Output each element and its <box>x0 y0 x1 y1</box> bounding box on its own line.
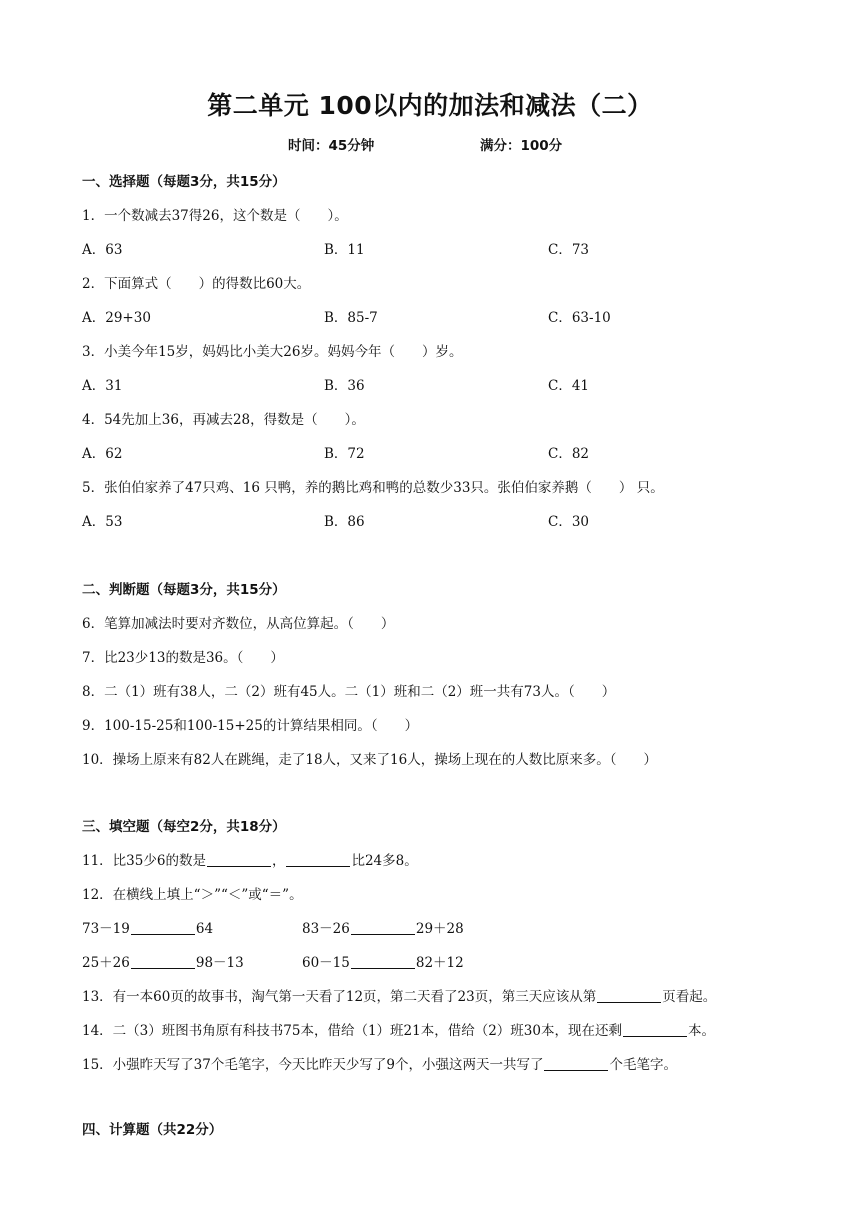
comparison-3 <box>82 951 244 971</box>
answer-blank <box>286 852 350 867</box>
question-11 <box>82 849 418 869</box>
comparison-left: 73－19 <box>82 921 130 937</box>
section-heading-judge: 二、判断题（每题3分，共15分） <box>82 582 286 598</box>
q2-option-b: B．85-7 <box>324 310 378 326</box>
answer-blank <box>544 1056 608 1071</box>
comparison-4 <box>302 951 464 971</box>
answer-blank <box>131 920 195 935</box>
q15-text-a: 15．小强昨天写了37个毛笔字，今天比昨天少写了9个，小强这两天一共写了 <box>82 1057 544 1073</box>
q5-option-a: A．53 <box>82 514 123 530</box>
question-13 <box>82 985 716 1005</box>
answer-blank <box>351 954 415 969</box>
question-14 <box>82 1019 715 1039</box>
question-10: 10．操场上原来有82人在跳绳，走了18人，又来了16人，操场上现在的人数比原来多。（ ） <box>82 752 657 768</box>
comparison-left: 83－26 <box>302 921 350 937</box>
q11-text-c: 比24多8。 <box>351 853 418 869</box>
q13-text-b: 页看起。 <box>662 989 717 1005</box>
q4-option-c: C．82 <box>548 446 590 462</box>
question-3: 3．小美今年15岁，妈妈比小美大26岁。妈妈今年（ ）岁。 <box>82 344 463 360</box>
answer-blank <box>597 988 661 1003</box>
answer-blank <box>623 1022 687 1037</box>
comparison-2 <box>302 917 464 937</box>
answer-blank <box>351 920 415 935</box>
question-15 <box>82 1053 677 1073</box>
q1-option-b: B．11 <box>324 242 365 258</box>
comparison-right: 82＋12 <box>415 955 464 971</box>
q3-option-c: C．41 <box>548 378 590 394</box>
q3-option-b: B．36 <box>324 378 365 394</box>
comparison-right: 98－13 <box>195 955 244 971</box>
comparison-left: 60－15 <box>302 955 350 971</box>
question-4: 4．54先加上36，再减去28，得数是（ ）。 <box>82 412 365 428</box>
q5-option-c: C．30 <box>548 514 590 530</box>
q1-option-a: A．63 <box>82 242 123 258</box>
q15-text-b: 个毛笔字。 <box>609 1057 677 1073</box>
q13-text-a: 13．有一本60页的故事书，淘气第一天看了12页，第二天看了23页，第三天应该从第 <box>82 989 597 1005</box>
q11-text-b: ， <box>271 853 286 869</box>
q4-option-b: B．72 <box>324 446 365 462</box>
q14-text-a: 14．二（3）班图书角原有科技书75本，借给（1）班21本，借给（2）班30本，现在还剩 <box>82 1023 622 1039</box>
comparison-right: 64 <box>195 921 214 937</box>
question-7: 7．比23少13的数是36。（ ） <box>82 650 284 666</box>
q14-text-b: 本。 <box>687 1023 715 1039</box>
page-title: 第二单元 100以内的加法和减法（二） <box>207 91 653 120</box>
question-6: 6．笔算加减法时要对齐数位，从高位算起。（ ） <box>82 616 395 632</box>
q4-option-a: A．62 <box>82 446 123 462</box>
score-label: 满分：100分 <box>480 138 563 154</box>
question-1: 1．一个数减去37得26，这个数是（ ）。 <box>82 208 348 224</box>
question-8: 8．二（1）班有38人，二（2）班有45人。二（1）班和二（2）班一共有73人。（ ） <box>82 684 616 700</box>
question-5: 5．张伯伯家养了47只鸡、16 只鸭，养的鹅比鸡和鸭的总数少33只。张伯伯家养鹅（ ） 只。 <box>82 480 664 496</box>
q2-option-a: A．29+30 <box>82 310 151 326</box>
section-heading-fill: 三、填空题（每空2分，共18分） <box>82 819 286 835</box>
q5-option-b: B．86 <box>324 514 365 530</box>
q3-option-a: A．31 <box>82 378 123 394</box>
answer-blank <box>207 852 271 867</box>
question-9: 9．100-15-25和100-15+25的计算结果相同。（ ） <box>82 718 419 734</box>
section-heading-choice: 一、选择题（每题3分，共15分） <box>82 174 286 190</box>
q11-text-a: 11．比35少6的数是 <box>82 853 206 869</box>
question-2: 2．下面算式（ ）的得数比60大。 <box>82 276 311 292</box>
comparison-left: 25＋26 <box>82 955 130 971</box>
q2-option-c: C．63-10 <box>548 310 611 326</box>
answer-blank <box>131 954 195 969</box>
question-12: 12．在横线上填上“＞”“＜”或“＝”。 <box>82 887 303 903</box>
comparison-1 <box>82 917 213 937</box>
comparison-right: 29＋28 <box>415 921 464 937</box>
q1-option-c: C．73 <box>548 242 590 258</box>
section-heading-calc: 四、计算题（共22分） <box>82 1122 223 1138</box>
time-label: 时间：45分钟 <box>288 138 375 154</box>
